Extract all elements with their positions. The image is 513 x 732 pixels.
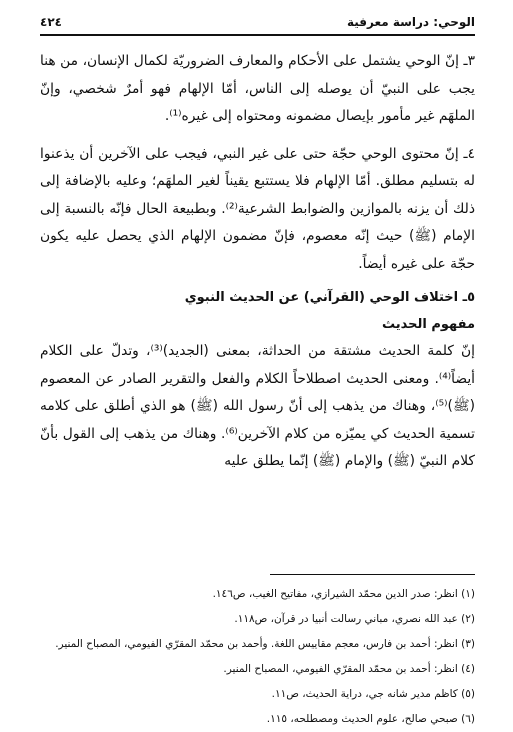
paragraph-hadith: إنّ كلمة الحديث مشتقة من الحداثة، بمعنى (الجديد)⁽³⁾، وتدلّ على الكلام أيضاً⁽⁴⁾. ومعنى الحديث اصطلاحاً الكلام والفعل والتقرير الصادر عن المعصوم (ﷺ)⁽⁵⁾، وهناك من يذهب إلى أنّ رسول الله (ﷺ) هو الذي أطلق على كلامه تسمية الحديث كي يميّزه من كلام الآخرين⁽⁶⁾. وهناك من يذهب إلى القول بأنّ كلام النبيّ (ﷺ) والإمام (ﷺ) إنّما يطلق عليه: [40, 343, 475, 469]
running-header: [40, 15, 475, 35]
paragraph-point-3: ٣ـ إنّ الوحي يشتمل على الأحكام والمعارف الضروريّة لكمال الإنسان، من هنا يجب على النبيّ أن يوصله إلى الناس، أمّا الإلهام فهو أمرٌ شخصي، وإنّ الملهَم غير مأمور بإيصال مضمونه ومحتواه إلى غيره⁽¹⁾.: [40, 53, 475, 124]
section-heading: ٥ـ اختلاف الوحي (القرآني) عن الحديث النبوي: [184, 290, 475, 305]
footnote-1: (١) انظر: صدر الدين محمّد الشيرازي، مفاتيح الغيب، ص١٤٦.: [212, 588, 475, 600]
footnotes: [40, 582, 475, 732]
paragraph-point-4: ٤ـ إنّ محتوى الوحي حجّة حتى على غير النبي، فيجب على الآخرين أن يذعنوا له بتسليم مطلق. أمّا الإلهام فلا يستتبع يقيناً لغير الملهَم؛ وعليه بالإضافة إلى ذلك أن يزنه بالموازين والضوابط الشرعية⁽²⁾. وبطبيعة الحال فإنّه بالنسبة إلى الإمام (ﷺ) حيث إنّه معصوم، فإنّ مضمون الإلهام الذي يحصل عليه يكون حجّة على غيره أيضاً.: [40, 145, 475, 272]
footnote-separator: [270, 574, 475, 575]
footnote-4: (٤) انظر: أحمد بن محمّد المقرّي الفيومي، المصباح المنير.: [223, 663, 475, 675]
footnote-6: (٦) صبحي صالح، علوم الحديث ومصطلحه، ١١٥.: [266, 713, 475, 725]
main-text: [40, 48, 475, 476]
subheading: مفهوم الحديث: [381, 317, 475, 332]
footnote-5: (٥) كاظم مدير شانه جي، دراية الحديث، ص١١.: [271, 688, 475, 700]
footnote-3: (٣) انظر: أحمد بن فارس، معجم مقاييس اللغة. وأحمد بن محمّد المقرّي الفيومي، المصباح المنير.: [55, 638, 475, 650]
footnote-2: (٢) عبد الله نصري، مباني رسالت أنبيا در قرآن، ص١١٨.: [234, 613, 475, 625]
header-rule: [40, 34, 475, 36]
header-title: الوحي: دراسة معرفية: [346, 15, 475, 29]
page-number: ٤٢٤: [40, 15, 62, 29]
